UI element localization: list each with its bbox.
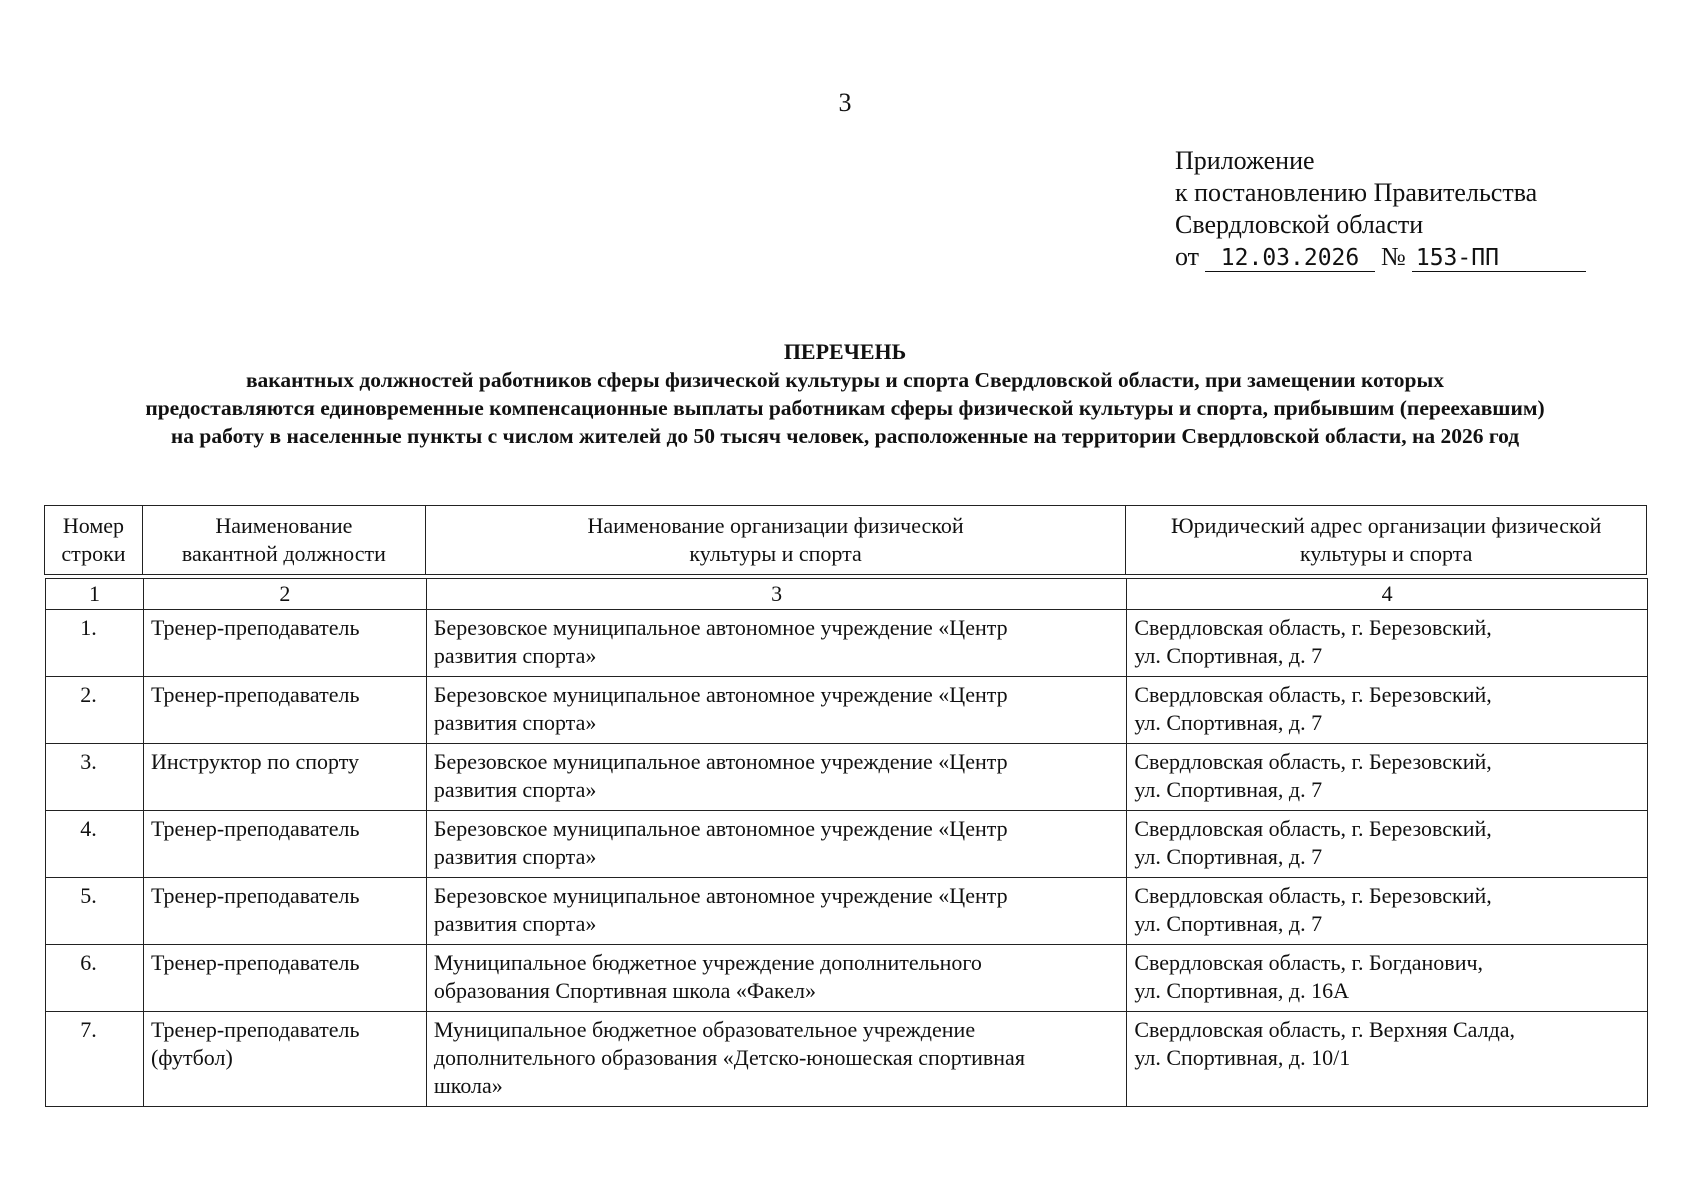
position-cell (143, 1012, 426, 1107)
appendix-line-3: Свердловской области (1175, 210, 1424, 239)
row-number-cell-text: 6. (80, 950, 97, 975)
table-row (46, 677, 1648, 744)
address-cell-text: ул. Спортивная, д. 10/1 (1134, 1045, 1351, 1070)
header-text: культуры и спорта (689, 541, 862, 566)
row-number-cell (46, 610, 144, 677)
organization-cell-text: развития спорта» (433, 844, 597, 869)
appendix-line-1: Приложение (1175, 146, 1315, 175)
title-heading: ПЕРЕЧЕНЬ (783, 339, 907, 364)
table-row (46, 610, 1648, 677)
column-number-row (46, 579, 1648, 610)
row-number-cell (46, 677, 144, 744)
position-cell (143, 610, 426, 677)
header-text: Наименование организации физической (587, 513, 964, 538)
header-text: Юридический адрес организации физической (1170, 513, 1602, 538)
header-text: Наименование (215, 513, 353, 538)
address-cell (1127, 811, 1648, 878)
organization-cell-text: школа» (433, 1073, 503, 1098)
address-cell (1127, 610, 1648, 677)
table-row (46, 1012, 1648, 1107)
table-row (46, 878, 1648, 945)
address-cell-text: Свердловская область, г. Березовский, (1134, 682, 1492, 707)
header-text: Номер (62, 513, 125, 538)
organization-cell (426, 610, 1127, 677)
address-cell (1127, 1012, 1648, 1107)
address-cell-text: Свердловская область, г. Березовский, (1134, 883, 1492, 908)
row-number-cell-text: 5. (80, 883, 97, 908)
row-number-cell (46, 811, 144, 878)
organization-cell (426, 744, 1127, 811)
organization-cell-text: Муниципальное бюджетное учреждение дополнительного (433, 950, 982, 975)
organization-cell-text: развития спорта» (433, 710, 597, 735)
row-number-cell-text: 1. (80, 615, 97, 640)
address-cell (1127, 744, 1648, 811)
organization-cell-text: Березовское муниципальное автономное учреждение «Центр (433, 682, 1008, 707)
position-cell (143, 677, 426, 744)
table-row (46, 811, 1648, 878)
vacancy-table (45, 578, 1648, 1107)
appendix-block (1175, 145, 1605, 273)
organization-cell-text: Березовское муниципальное автономное учреждение «Центр (433, 749, 1008, 774)
header-text: строки (61, 541, 126, 566)
row-number-cell (46, 744, 144, 811)
address-cell (1127, 677, 1648, 744)
position-cell (143, 811, 426, 878)
address-cell-text: ул. Спортивная, д. 7 (1134, 710, 1323, 735)
address-cell (1127, 945, 1648, 1012)
row-number-cell-text: 2. (80, 682, 97, 707)
position-cell-text: Тренер-преподаватель (150, 1017, 360, 1042)
header-cell-number (45, 506, 143, 575)
address-cell (1127, 878, 1648, 945)
appendix-date: 12.03.2026 (1205, 245, 1375, 272)
row-number-cell (46, 1012, 144, 1107)
position-cell-text: Тренер-преподаватель (150, 682, 360, 707)
appendix-line-2: к постановлению Правительства (1175, 178, 1538, 207)
header-cell-address (1126, 506, 1647, 575)
appendix-number: 153-ПП (1412, 245, 1586, 272)
appendix-date-line (1175, 241, 1605, 273)
address-cell-text: ул. Спортивная, д. 7 (1134, 844, 1323, 869)
address-cell-text: ул. Спортивная, д. 7 (1134, 643, 1323, 668)
organization-cell-text: Березовское муниципальное автономное учреждение «Центр (433, 816, 1008, 841)
title-subtitle-line-2: предоставляются единовременные компенсационные выплаты работникам сферы физической культуры и спорта, прибывшим (переехавшим) (145, 396, 1545, 420)
address-cell-text: Свердловская область, г. Березовский, (1134, 749, 1492, 774)
organization-cell (426, 677, 1127, 744)
organization-cell-text: Березовское муниципальное автономное учреждение «Центр (433, 883, 1008, 908)
document-title (40, 338, 1650, 450)
appendix-from-label: от (1175, 242, 1200, 271)
position-cell-text: Инструктор по спорту (150, 749, 360, 774)
position-cell (143, 945, 426, 1012)
organization-cell (426, 811, 1127, 878)
address-cell-text: ул. Спортивная, д. 7 (1134, 911, 1323, 936)
organization-cell (426, 945, 1127, 1012)
header-cell-organization (425, 506, 1125, 575)
table-header (44, 505, 1647, 575)
row-number-cell (46, 945, 144, 1012)
organization-cell-text: развития спорта» (433, 643, 597, 668)
address-cell-text: ул. Спортивная, д. 7 (1134, 777, 1323, 802)
organization-cell (426, 878, 1127, 945)
title-subtitle-line-1: вакантных должностей работников сферы физической культуры и спорта Свердловской области, при замещении которых (245, 368, 1445, 392)
column-number: 2 (143, 579, 426, 610)
position-cell-text: Тренер-преподаватель (150, 883, 360, 908)
header-row (45, 506, 1647, 575)
table-body (46, 579, 1648, 1107)
address-cell-text: Свердловская область, г. Березовский, (1134, 816, 1492, 841)
organization-cell-text: развития спорта» (433, 911, 597, 936)
column-number: 4 (1127, 579, 1648, 610)
organization-cell-text: Березовское муниципальное автономное учреждение «Центр (433, 615, 1008, 640)
header-text: вакантной должности (181, 541, 386, 566)
table-row (46, 945, 1648, 1012)
position-cell-text: Тренер-преподаватель (150, 816, 360, 841)
position-cell (143, 744, 426, 811)
organization-cell (426, 1012, 1127, 1107)
address-cell-text: Свердловская область, г. Верхняя Салда, (1134, 1017, 1516, 1042)
page-number: 3 (838, 88, 852, 117)
table-row (46, 744, 1648, 811)
address-cell-text: Свердловская область, г. Березовский, (1134, 615, 1492, 640)
organization-cell-text: развития спорта» (433, 777, 597, 802)
position-cell-text: Тренер-преподаватель (150, 950, 360, 975)
position-cell (143, 878, 426, 945)
column-number: 3 (426, 579, 1127, 610)
address-cell-text: ул. Спортивная, д. 16А (1134, 978, 1350, 1003)
organization-cell-text: Муниципальное бюджетное образовательное учреждение (433, 1017, 976, 1042)
organization-cell-text: дополнительного образования «Детско-юношеская спортивная (433, 1045, 1025, 1070)
position-cell-text: (футбол) (150, 1045, 233, 1070)
row-number-cell-text: 4. (80, 816, 97, 841)
title-subtitle-line-3: на работу в населенные пункты с числом жителей до 50 тысяч человек, расположенные на территории Свердловской области, на 2026 год (170, 424, 1520, 448)
position-cell-text: Тренер-преподаватель (150, 615, 360, 640)
column-number: 1 (46, 579, 144, 610)
row-number-cell-text: 7. (80, 1017, 97, 1042)
appendix-number-sign: № (1381, 242, 1406, 271)
organization-cell-text: образования Спортивная школа «Факел» (433, 978, 816, 1003)
header-text: культуры и спорта (1299, 541, 1473, 566)
header-cell-position (142, 506, 425, 575)
row-number-cell-text: 3. (80, 749, 97, 774)
row-number-cell (46, 878, 144, 945)
address-cell-text: Свердловская область, г. Богданович, (1134, 950, 1484, 975)
